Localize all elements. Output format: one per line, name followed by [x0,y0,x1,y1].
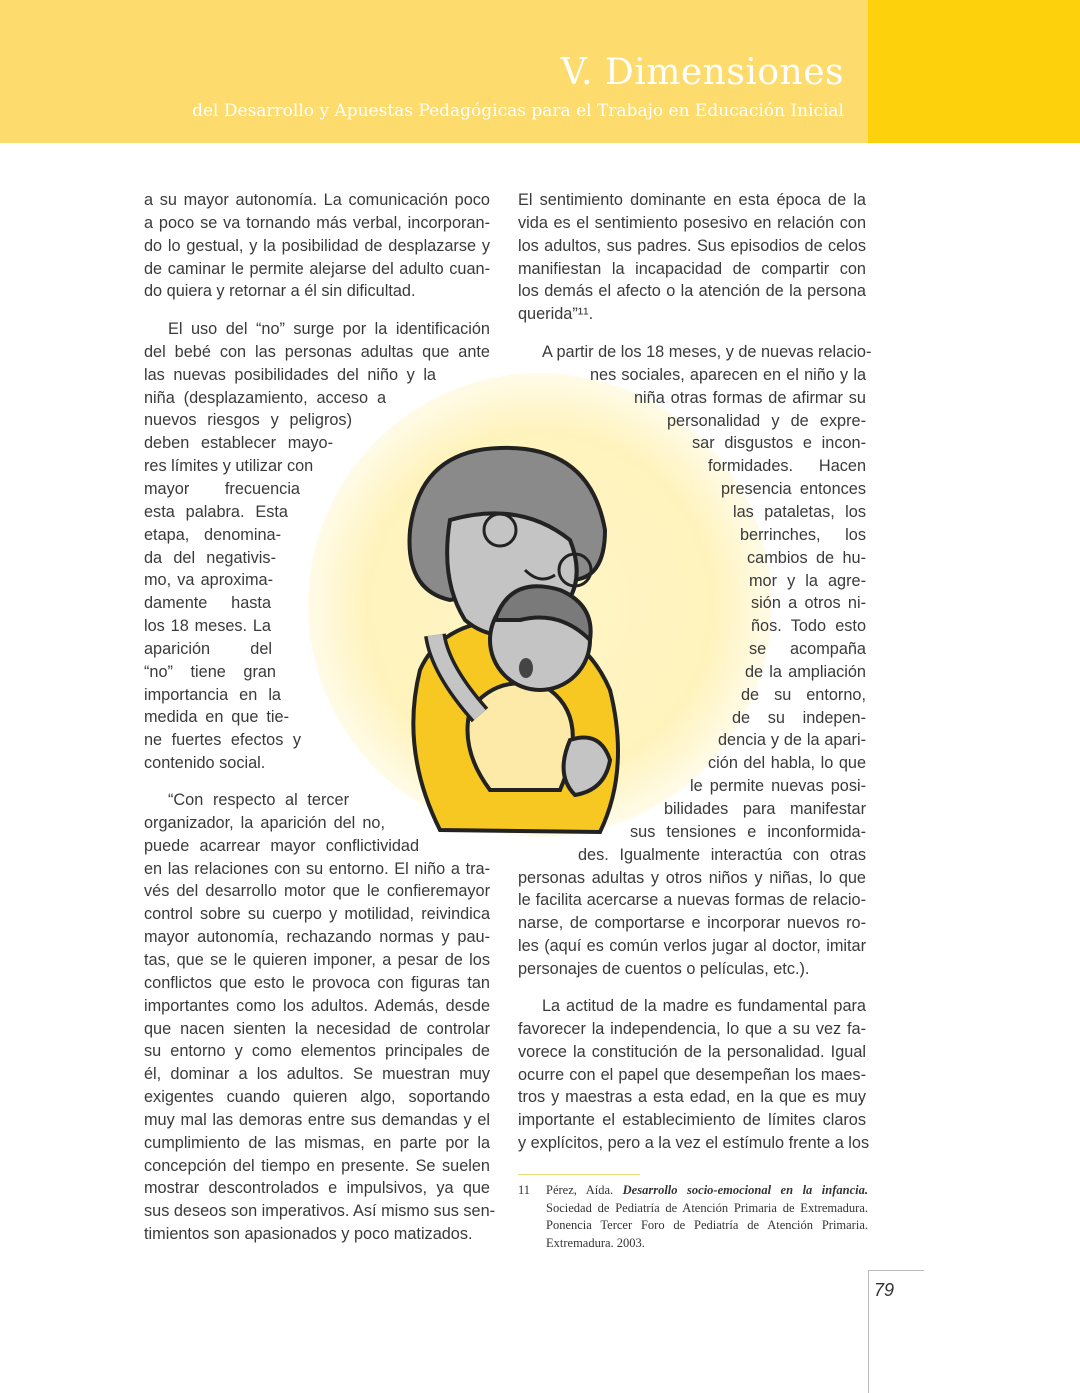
text-line: en las relaciones con su entorno. El niño a tra- [144,859,490,878]
text-line: El uso del “no” surge por la identificación [168,320,490,338]
text-line: niña (desplazamiento, acceso a [144,388,386,407]
text-line: deben establecer mayo- [144,434,333,453]
text-line: narse, de comportarse e incorporar nuevos ro- [518,914,866,933]
text-line: niña otras formas de afirmar su [634,388,866,407]
text-line: de la ampliación [745,662,866,681]
text-line: cumplimiento de las mismas, en parte por la [144,1133,490,1152]
footnote-number: 11 [518,1183,531,1197]
text-line: des. Igualmente interactúa con otras [578,845,866,864]
page-number: 79 [874,1280,895,1300]
text-line: le facilita acercarse a nuevas formas de relacio- [518,891,866,910]
text-line: sus tensiones e inconformida- [630,822,866,841]
footnote-author: Pérez, Aída. [546,1183,614,1197]
text-line: ocurre con el papel que desempeñan los maes- [518,1065,866,1084]
text-line: La actitud de la madre es fundamental para [542,997,866,1015]
text-line: timientos son apasionados y poco matizados. [144,1225,473,1244]
text-line: a poco se va tornando más verbal, incorporan- [144,213,490,232]
text-line: “no” tiene gran [144,662,276,681]
text-line: “Con respecto al tercer [168,791,349,809]
footnote-details: Sociedad de Pediatría de Atención Primaria de Extremadura. Ponencia Tercer Foro de Pediatría de Atención Primaria. Extremadura. 2003. [546,1200,868,1250]
text-line: cambios de hu- [747,548,866,567]
text-line: mor y la agre- [749,571,866,590]
text-line: le permite nuevas posi- [690,777,866,796]
text-line: los adultos, sus padres. Sus episodios de celos [518,236,866,255]
text-line: importancia en la [144,685,281,704]
text-line: nes sociales, aparecen en el niño y la [590,365,866,384]
text-line: y explícitos, pero a la vez el estímulo frente a los [518,1134,870,1153]
text-line: personas adultas y otros niños y niñas, lo que [518,868,866,887]
text-line: vorece la constitución de la personalidad. Igual [518,1042,866,1061]
text-line: etapa, denomina- [144,525,281,544]
text-line: bilidades para manifestar [664,800,866,818]
text-line: vés del desarrollo motor que le confieremayor [144,882,490,901]
text-line: de su entorno, [741,685,866,704]
text-line: las nuevas posibilidades del niño y la [144,365,436,384]
text-line: personajes de cuentos o películas, etc.). [518,959,810,978]
text-line: organizador, la aparición del no, [144,813,385,832]
text-line: A partir de los 18 meses, y de nuevas relacio- [542,343,872,361]
text-line: da del negativis- [144,548,276,567]
text-line: puede acarrear mayor conflictividad [144,836,419,855]
text-line: control sobre su cuerpo y motilidad, reivindica [144,905,490,924]
text-line: mo, va aproxima- [144,571,273,590]
footnote [518,1182,868,1252]
text-line: berrinches, los [740,525,866,544]
chapter-title: V. Dimensiones [560,52,844,93]
text-line: do lo gestual, y la posibilidad de desplazarse y [144,236,490,255]
text-line: contenido social. [144,754,266,773]
chapter-subtitle: del Desarrollo y Apuestas Pedagógicas para el Trabajo en Educación Inicial [192,101,844,121]
text-line: conflictos que esto le provoca con figuras tan [144,973,490,992]
text-line: sus deseos son imperativos. Así mismo sus sen- [144,1202,496,1221]
text-line: tas, que se le quieren imponer, a pesar de los [144,950,490,969]
text-line: de su indepen- [732,708,866,727]
text-line: vida es el sentimiento posesivo en relación con [518,213,866,232]
text-line: mostrar descontrolados e impulsivos, ya que [144,1179,490,1198]
text-line: do quiera y retornar a él sin dificultad. [144,282,416,301]
text-line: nuevos riesgos y peligros) [144,411,352,430]
text-line: aparición del [144,639,272,658]
text-line: de caminar le permite alejarse del adulto cuan- [144,259,490,278]
text-line: concepción del tiempo en presente. Se suelen [144,1156,490,1175]
text-line: su entorno y como elementos principales de [144,1042,490,1061]
text-line: les (aquí es común verlos jugar al doctor, imitar [518,937,866,956]
text-line: exigentes cuando quieren algo, soportando [144,1088,490,1107]
text-line: ción del habla, lo que [708,754,866,773]
text-line: importantes como los adultos. Además, desde [144,996,490,1015]
text-line: esta palabra. Esta [144,502,288,521]
text-line: presencia entonces [721,480,866,499]
text-line: a su mayor autonomía. La comunicación poco [144,191,490,209]
text-line: él, dominar a los adultos. Se muestran muy [144,1065,490,1084]
text-line: medida en que tie- [144,708,289,727]
text-line: manifiestan la incapacidad de compartir con [518,259,866,278]
text-line: que nacen sienten la necesidad de controlar [144,1019,490,1038]
text-line: del bebé con las personas adultas que ante [144,342,490,361]
text-line: mayor frecuencia [144,479,300,498]
text-line: damente hasta [144,594,271,613]
text-line: se acompaña [749,640,866,659]
footnote-rule [518,1174,640,1175]
text-line: res límites y utilizar con [144,457,314,476]
text-line: las pataletas, los [733,502,866,521]
text-line: ne fuertes efectos y [144,731,301,750]
text-line: los 18 meses. La [144,617,271,636]
text-line: El sentimiento dominante en esta época de la [518,191,866,209]
text-line: favorecer la independencia, lo que a su vez fa- [518,1019,866,1038]
footnote-title: Desarrollo socio-emocional en la infancia. [622,1183,868,1197]
text-line: sar disgustos e incon- [692,434,866,453]
text-line: personalidad y de expre- [667,411,866,430]
text-line: tros y maestras a esta edad, en la que es muy [518,1088,866,1107]
text-line: dencia y de la apari- [718,731,866,750]
text-line: muy mal las demoras entre sus demandas y el [144,1110,490,1129]
text-line: sión a otros ni- [751,594,866,613]
text-line: ños. Todo esto [751,617,866,636]
text-line: los demás el afecto o la atención de la persona [518,282,866,301]
text-line: mayor autonomía, rechazando normas y pau- [144,928,490,947]
text-line: formidades. Hacen [708,457,866,476]
text-line: querida”¹¹. [518,305,594,324]
header-accent-block [868,0,1080,143]
text-line: importante el establecimiento de límites claros [518,1111,866,1130]
